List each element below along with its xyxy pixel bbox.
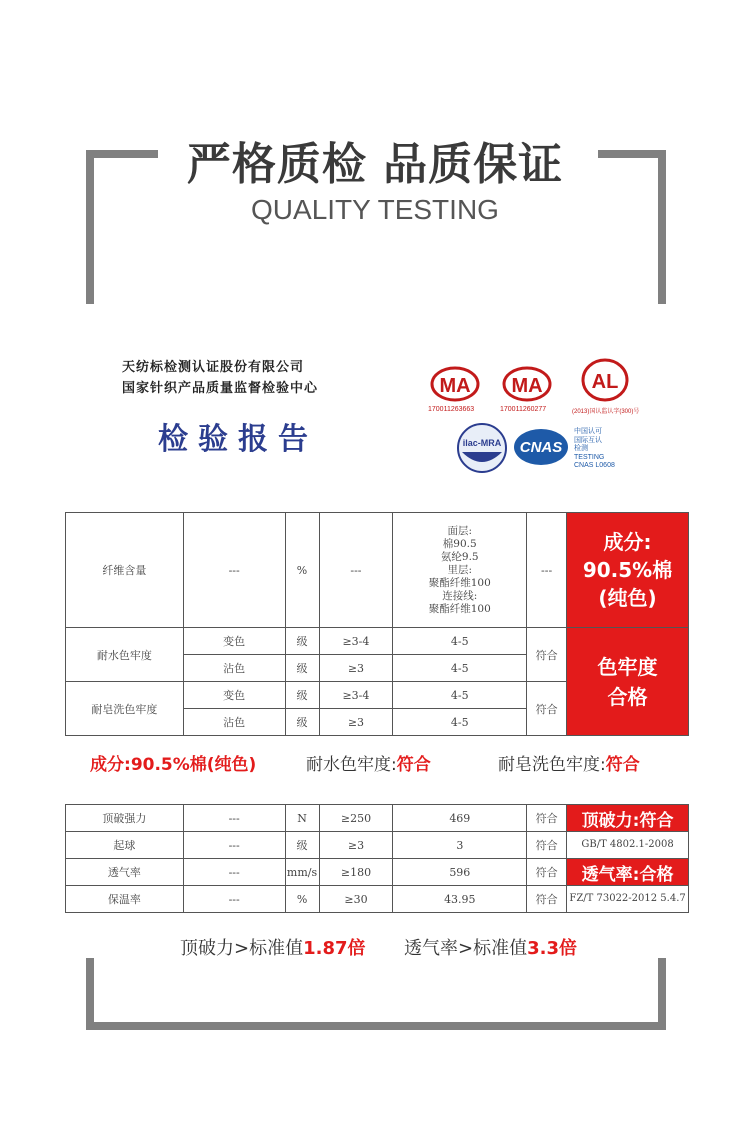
cma-logo-1-text: MA (439, 375, 471, 397)
table-row (66, 805, 689, 832)
summary-soap-label: 耐皂洗色牢度: (498, 755, 606, 775)
summary-soap (498, 750, 640, 775)
soap-std: ≥3 (319, 709, 393, 736)
fiber-result-line: 聚酯纤维100 (428, 602, 491, 615)
table2-verdict: 符合 (527, 832, 567, 859)
soap-name: 耐皂洗色牢度 (66, 682, 184, 736)
soap-std: ≥3-4 (319, 682, 393, 709)
cnas-caption-line5: CNAS L0608 (574, 462, 615, 469)
table2-name: 起球 (66, 832, 184, 859)
table2-std: ≥3 (319, 832, 393, 859)
table2-result: 43.95 (393, 886, 527, 913)
water-std: ≥3-4 (319, 628, 393, 655)
table2-c2: --- (183, 859, 285, 886)
report-title: 检验报告 (158, 422, 318, 457)
water-verdict: 符合 (527, 628, 567, 682)
cal-logo-code: (2013)国认监认字(300)号 (572, 409, 640, 415)
cnas-caption (574, 428, 615, 471)
soap-unit: 级 (285, 709, 319, 736)
summary-water-label: 耐水色牢度: (306, 755, 397, 775)
summary-burst (180, 934, 366, 960)
org-name-line1: 天纺标检测认证股份有限公司 (122, 360, 305, 375)
table2-unit: mm/s (285, 859, 319, 886)
fastness-tag-line1: 色牢度 (597, 654, 658, 679)
table2-name: 顶破强力 (66, 805, 184, 832)
cnas-caption-line4: TESTING (574, 453, 605, 461)
table2-c2: --- (183, 886, 285, 913)
table2-verdict: 符合 (527, 805, 567, 832)
table2-extra: FZ/T 73022-2012 5.4.7 (567, 886, 689, 913)
table2-unit: N (285, 805, 319, 832)
table-row (66, 513, 689, 628)
water-result: 4-5 (393, 628, 527, 655)
composition-tag-line3: (纯色) (598, 586, 657, 610)
soap-sub: 沾色 (183, 709, 285, 736)
soap-unit: 级 (285, 682, 319, 709)
cma-logo-2 (500, 364, 554, 404)
table-row (66, 628, 689, 655)
cma-logo-2-code: 170011260277 (500, 406, 547, 413)
ilac-mra-logo (456, 422, 508, 474)
test-results-table-1 (65, 512, 689, 736)
soap-verdict: 符合 (527, 682, 567, 736)
table2-name: 透气率 (66, 859, 184, 886)
water-unit: 级 (285, 628, 319, 655)
table-row (66, 859, 689, 886)
table2-std: ≥30 (319, 886, 393, 913)
water-std: ≥3 (319, 655, 393, 682)
cma-logo-1 (428, 364, 482, 404)
table2-result: 3 (393, 832, 527, 859)
water-result: 4-5 (393, 655, 527, 682)
cnas-logo-text: CNAS (519, 439, 563, 456)
table-row (66, 832, 689, 859)
page-subtitle: QUALITY TESTING (251, 194, 499, 225)
water-unit: 级 (285, 655, 319, 682)
soap-sub: 变色 (183, 682, 285, 709)
fiber-result-line: 面层: (447, 524, 473, 537)
composition-tag-line2: 90.5%棉 (582, 558, 673, 582)
fiber-c2: --- (183, 513, 285, 628)
table2-extra: 透气率:合格 (567, 859, 689, 886)
cma-logo-1-code: 170011263663 (428, 406, 475, 413)
table2-name: 保温率 (66, 886, 184, 913)
fiber-unit: % (285, 513, 319, 628)
composition-tag (567, 513, 689, 628)
fiber-c4: --- (319, 513, 393, 628)
cnas-caption-line3: 检测 (574, 445, 588, 452)
summary-water (306, 750, 431, 775)
page-title: 严格质检 品质保证 (186, 139, 564, 190)
table2-verdict: 符合 (527, 859, 567, 886)
fiber-result-line: 里层: (447, 563, 473, 576)
summary-air (404, 934, 577, 960)
bottom-frame-bottom (86, 1022, 666, 1030)
table2-unit: 级 (285, 832, 319, 859)
fiber-result-line: 棉90.5 (442, 537, 477, 550)
summary-composition-value: 90.5%棉(纯色) (130, 755, 257, 775)
table2-verdict: 符合 (527, 886, 567, 913)
fiber-result-line: 聚酯纤维100 (428, 576, 491, 589)
table2-extra: GB/T 4802.1-2008 (567, 832, 689, 859)
cnas-caption-line2: 国际互认 (574, 436, 602, 444)
table2-c2: --- (183, 805, 285, 832)
cnas-caption-line1: 中国认可 (574, 428, 602, 435)
table2-std: ≥180 (319, 859, 393, 886)
summary-air-value: 3.3倍 (527, 938, 577, 959)
org-name-line2: 国家针织产品质量监督检验中心 (122, 381, 319, 396)
cnas-logo (512, 427, 570, 467)
ilac-mra-logo-text: ilac-MRA (462, 438, 502, 448)
bottom-frame-left (86, 958, 94, 1030)
summary-composition (90, 750, 256, 775)
test-results-table-2 (65, 804, 689, 913)
fastness-tag (567, 628, 689, 736)
summary-composition-label: 成分: (90, 755, 131, 775)
summary-water-value: 符合 (396, 755, 431, 775)
water-sub: 沾色 (183, 655, 285, 682)
table2-unit: % (285, 886, 319, 913)
summary-burst-label: 顶破力>标准值 (180, 938, 304, 959)
fiber-result (393, 513, 527, 628)
fastness-tag-line2: 合格 (607, 684, 648, 709)
table2-result: 469 (393, 805, 527, 832)
table-row (66, 886, 689, 913)
summary-soap-value: 符合 (605, 755, 640, 775)
table2-c2: --- (183, 832, 285, 859)
fiber-result-line: 连接线: (442, 589, 478, 602)
fiber-c6: --- (527, 513, 567, 628)
fiber-name: 纤维含量 (66, 513, 184, 628)
soap-result: 4-5 (393, 709, 527, 736)
table2-std: ≥250 (319, 805, 393, 832)
summary-burst-value: 1.87倍 (303, 938, 366, 959)
bottom-frame-right (658, 958, 666, 1030)
cal-logo (580, 357, 630, 403)
water-sub: 变色 (183, 628, 285, 655)
composition-tag-line1: 成分: (603, 530, 652, 554)
soap-result: 4-5 (393, 682, 527, 709)
table2-extra: 顶破力:符合 (567, 805, 689, 832)
summary-air-label: 透气率>标准值 (404, 938, 528, 959)
cal-logo-text: AL (591, 371, 619, 393)
table2-result: 596 (393, 859, 527, 886)
water-name: 耐水色牢度 (66, 628, 184, 682)
cma-logo-2-text: MA (511, 375, 543, 397)
fiber-result-line: 氨纶9.5 (440, 550, 479, 563)
